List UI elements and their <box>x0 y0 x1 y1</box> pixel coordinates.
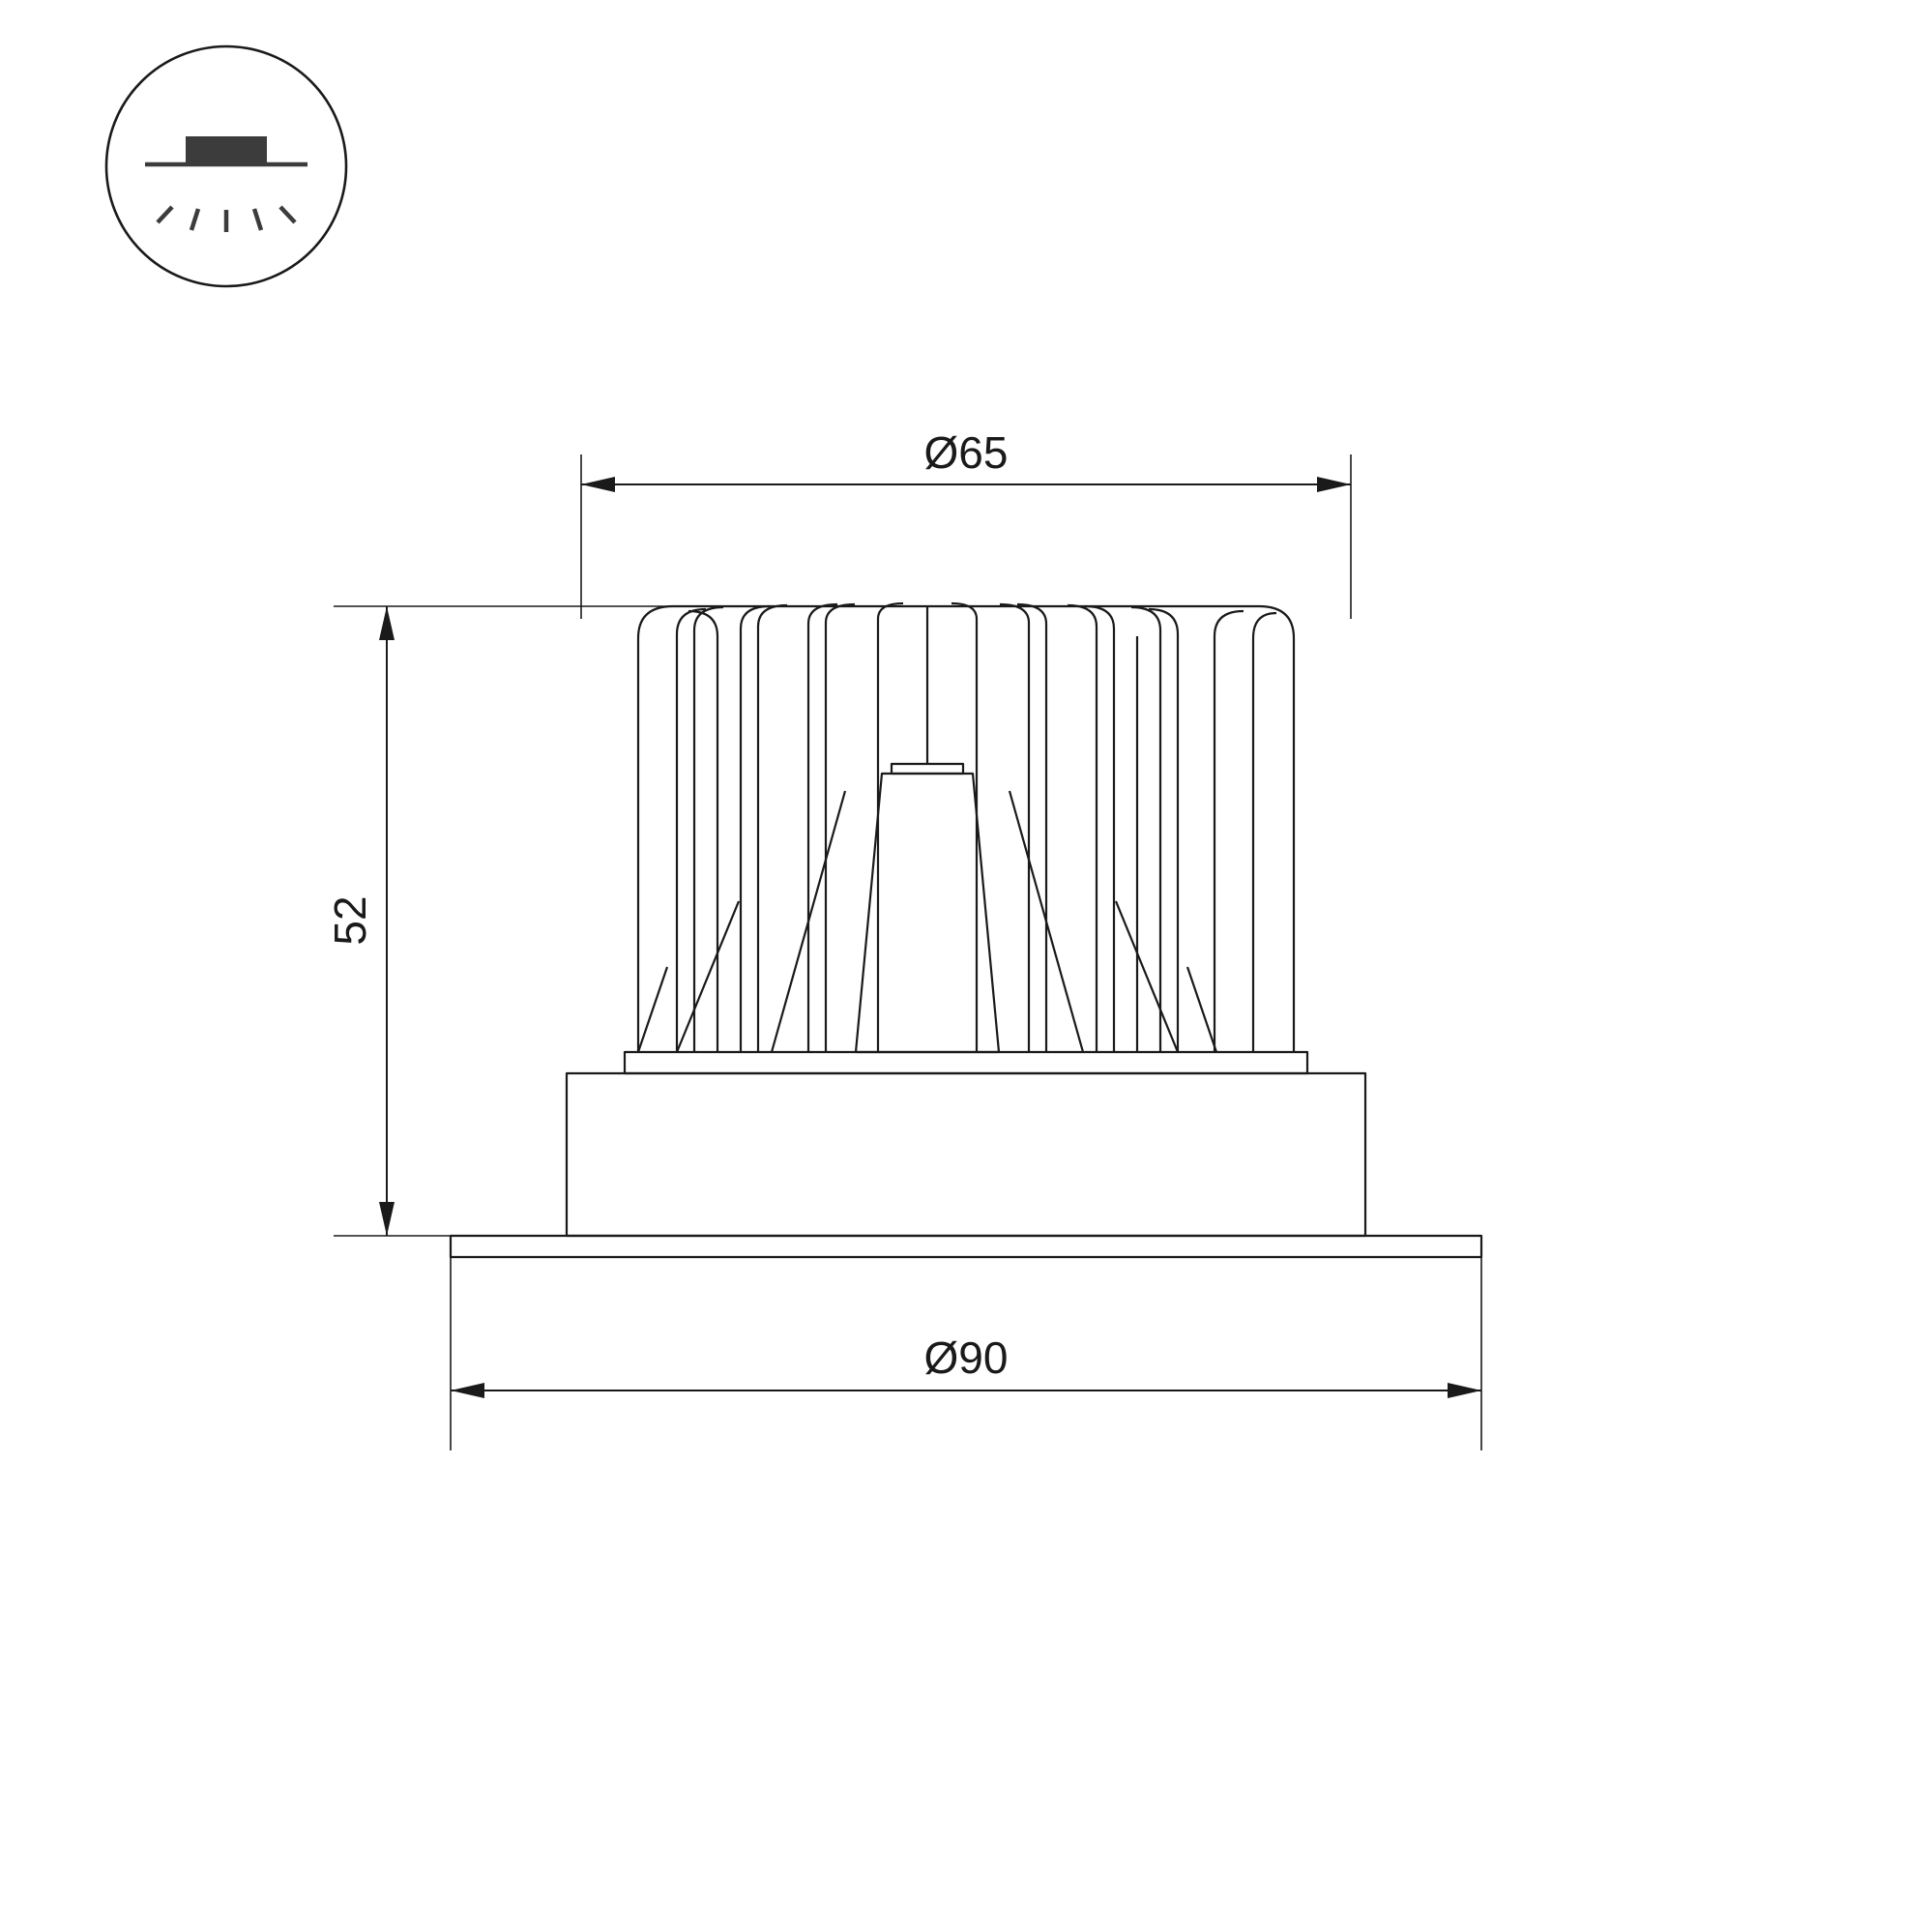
fin-left-6 <box>826 604 855 1052</box>
shell-fin-right <box>1253 613 1276 1052</box>
fin-edge-right-diag <box>1116 901 1178 1052</box>
dimension-top-width-label: Ø65 <box>923 427 1009 478</box>
shell-fin-left <box>1215 611 1244 1052</box>
fin-left-5 <box>808 604 837 1052</box>
fin-left-3 <box>741 606 770 1052</box>
dimension-bottom-width-label: Ø90 <box>923 1332 1009 1383</box>
heatsink-base-plate <box>625 1052 1307 1073</box>
fin-right-6 <box>1000 604 1029 1052</box>
fin-right-1 <box>1149 609 1178 1052</box>
fin-edge-right-diag-2 <box>1187 967 1216 1052</box>
housing-collar <box>567 1073 1365 1236</box>
flange-profile <box>451 1236 1481 1257</box>
ceiling-mounted-downlight-icon <box>106 46 346 286</box>
fin-center-right <box>951 603 977 1052</box>
luminaire-outline <box>451 603 1481 1257</box>
fin-center-left <box>878 603 903 1052</box>
fin-right-3 <box>1085 606 1114 1052</box>
reflector-top-cap <box>892 764 963 774</box>
dimension-bottom-width <box>451 1332 1481 1398</box>
fin-edge-left-diag <box>677 901 739 1052</box>
heatsink-body <box>638 606 1294 1052</box>
extension-lines <box>334 454 1481 1450</box>
fin-left-4 <box>758 605 787 1052</box>
dimension-height <box>325 606 395 1236</box>
fin-left-1 <box>677 609 706 1052</box>
fin-right-5 <box>1017 604 1046 1052</box>
dimension-height-label: 52 <box>325 895 375 946</box>
fin-edge-left-diag-2 <box>638 967 667 1052</box>
fin-right-2 <box>1131 607 1160 1052</box>
fin-left-2 <box>694 607 723 1052</box>
fin-right-4 <box>1068 605 1097 1052</box>
dimension-top-width <box>581 427 1351 492</box>
